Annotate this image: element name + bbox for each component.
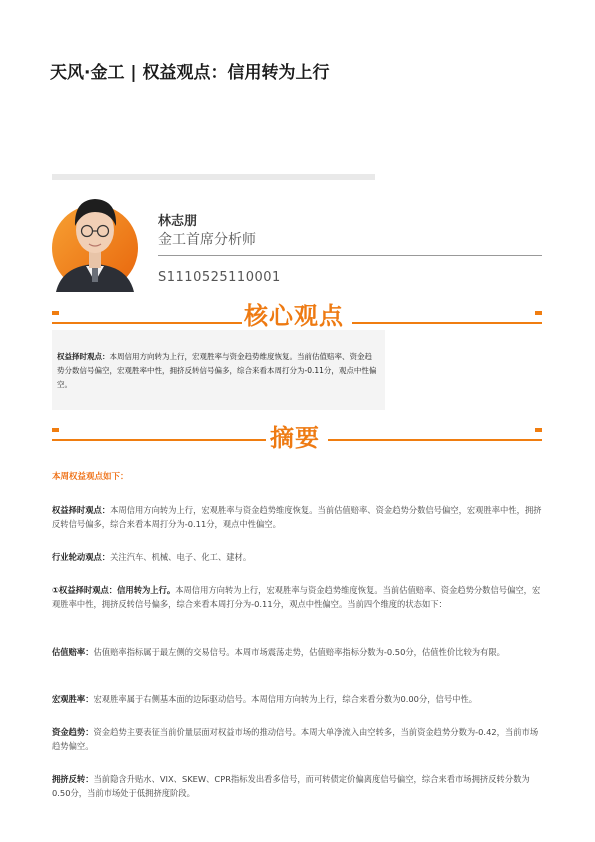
banner-line-left: [52, 439, 266, 441]
author-divider: [158, 255, 542, 256]
paragraph-text: 本周信用方向转为上行，宏观胜率与资金趋势维度恢复。当前估值赔率、资金趋势分数信号偏空，宏观胜率中性，拥挤反转信号偏多，综合来看本周打分为-0.11分，观点中性偏空。: [52, 505, 542, 529]
summary-paragraph: [52, 645, 542, 659]
author-avatar: [52, 186, 138, 292]
banner-tick-right: [535, 311, 542, 315]
weekly-view-heading: 本周权益观点如下：: [52, 472, 129, 482]
summary-paragraph: [52, 772, 542, 800]
banner-tick-right: [535, 428, 542, 432]
summary-paragraph: [52, 583, 542, 611]
banner-line-left: [52, 322, 242, 324]
header-divider-bar: [52, 174, 375, 180]
paragraph-text: 资金趋势主要表征当前价量层面对权益市场的推动信号。本周大单净流入由空转多，当前资金趋势分数为-0.42，当前市场趋势偏空。: [52, 727, 539, 751]
core-view-label: 权益择时观点：: [57, 352, 110, 361]
paragraph-text: 关注汽车、机械、电子、化工、建材。: [110, 552, 252, 562]
paragraph-text: 宏观胜率属于右侧基本面的边际驱动信号。本周信用方向转为上行，综合来看分数为0.00分，信号中性。: [93, 694, 478, 704]
paragraph-text: 当前隐含升贴水、VIX、SKEW、CPR指标发出看多信号，而可转债定价偏离度信号偏空，综合来看市场拥挤反转分数为0.50分，当前市场处于低拥挤度阶段。: [52, 774, 530, 798]
banner-tick-left: [52, 428, 59, 432]
banner-line-right: [352, 322, 542, 324]
author-role: 金工首席分析师: [158, 232, 256, 248]
summary-paragraph: [52, 692, 542, 706]
core-view-banner: [52, 296, 542, 330]
core-view-text: [57, 350, 379, 392]
paragraph-label: 宏观胜率：: [52, 694, 94, 704]
author-name: 林志朋: [158, 214, 198, 229]
paragraph-label: 估值赔率：: [52, 647, 94, 657]
summary-paragraph: [52, 503, 542, 531]
banner-tick-left: [52, 311, 59, 315]
paragraph-label: ①权益择时观点：信用转为上行。: [52, 585, 176, 595]
summary-paragraph: [52, 550, 542, 564]
core-view-body: 本周信用方向转为上行，宏观胜率与资金趋势维度恢复。当前估值赔率、资金趋势分数信号偏空，宏观胜率中性，拥挤反转信号偏多，综合来看本周打分为-0.11分，观点中性偏空。: [57, 352, 377, 389]
author-license-code: S1110525110001: [158, 270, 281, 285]
paragraph-label: 权益择时观点：: [52, 505, 111, 515]
summary-title: 摘要: [270, 424, 320, 452]
paragraph-label: 资金趋势：: [52, 727, 94, 737]
banner-line-right: [328, 439, 542, 441]
paragraph-text: 估值赔率指标属于最左侧的交易信号。本周市场震荡走势，估值赔率指标分数为-0.50分，估值性价比较为有限。: [93, 647, 505, 657]
paragraph-label: 行业轮动观点：: [52, 552, 111, 562]
paragraph-text: 本周信用方向转为上行，宏观胜率与资金趋势维度恢复。当前估值赔率、资金趋势分数信号偏空，宏观胜率中性，拥挤反转信号偏多，综合来看本周打分为-0.11分，观点中性偏空。当前四个维度的状态如下：: [52, 585, 541, 609]
core-view-title: 核心观点: [244, 302, 344, 330]
summary-paragraph: [52, 725, 542, 753]
paragraph-label: 拥挤反转：: [52, 774, 94, 784]
page-title: 天风·金工 | 权益观点：信用转为上行: [50, 63, 330, 83]
summary-banner: [52, 418, 542, 452]
